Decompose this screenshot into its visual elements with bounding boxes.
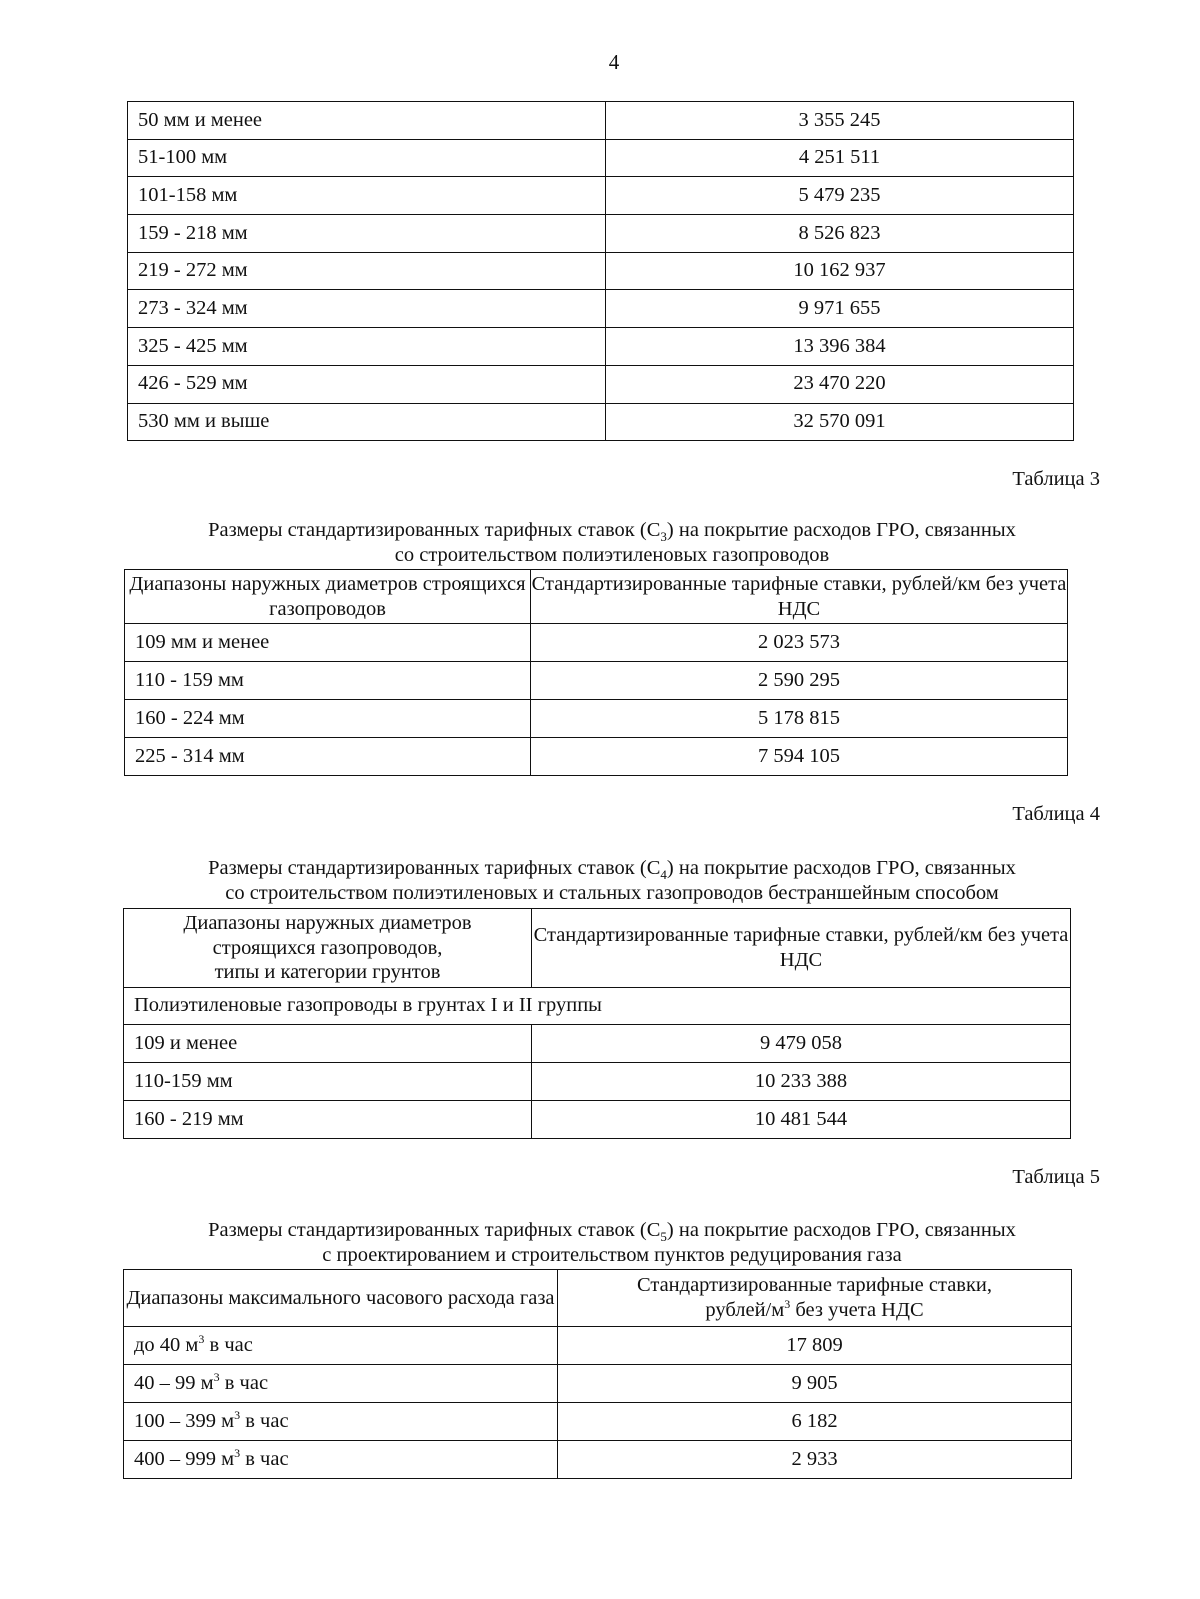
rate-cell: 10 233 388	[532, 1063, 1071, 1101]
rate-cell: 9 479 058	[532, 1025, 1071, 1063]
rate-cell: 4 251 511	[606, 139, 1074, 177]
rate-cell: 9 905	[558, 1365, 1072, 1403]
range-cell: 101-158 мм	[128, 177, 606, 215]
rate-cell: 10 481 544	[532, 1101, 1071, 1139]
rate-cell: 2 933	[558, 1441, 1072, 1479]
range-cell: 160 - 219 мм	[124, 1101, 532, 1139]
table-4-group-row: Полиэтиленовые газопроводы в грунтах I и II группы	[124, 988, 1071, 1025]
diameter-rates-table-continued	[127, 101, 1074, 441]
rate-cell: 2 023 573	[531, 624, 1068, 662]
rate-cell: 9 971 655	[606, 290, 1074, 328]
table-3-title: Размеры стандартизированных тарифных ставок $(С_3)$ на покрытие расходов ГРО, связанных со строительством полиэтиленовых газопроводов	[208, 519, 1016, 566]
range-cell: 110 - 159 мм	[125, 662, 531, 700]
rate-cell: 3 355 245	[606, 102, 1074, 140]
range-cell: 273 - 324 мм	[128, 290, 606, 328]
rate-cell: 8 526 823	[606, 215, 1074, 253]
table-row	[128, 403, 1074, 441]
table-3-header-rates: Стандартизированные тарифные ставки, рублей/км без учета НДС	[531, 570, 1068, 624]
rate-cell: 2 590 295	[531, 662, 1068, 700]
table-3-label: Таблица 3	[1012, 468, 1100, 490]
range-cell: 219 - 272 мм	[128, 252, 606, 290]
table-row	[124, 1063, 1071, 1101]
table-row	[128, 215, 1074, 253]
table-row	[125, 624, 1068, 662]
table-row	[124, 1327, 1072, 1365]
range-cell: 109 мм и менее	[125, 624, 531, 662]
page-number: 4	[608, 50, 620, 74]
range-cell: 100 – 399 $м^3$ в час	[124, 1403, 558, 1441]
table-row	[125, 700, 1068, 738]
table-row	[128, 290, 1074, 328]
table-row	[128, 328, 1074, 366]
rate-cell: 13 396 384	[606, 328, 1074, 366]
table-5-header-rates: Стандартизированные тарифные ставки, рублей/$м^3$ без учета НДС	[558, 1270, 1072, 1327]
table-4-header-ranges: Диапазоны наружных диаметров строящихся газопроводов, типы и категории грунтов	[124, 909, 532, 988]
table-5-title: Размеры стандартизированных тарифных ставок $(С_5)$ на покрытие расходов ГРО, связанных с проектированием и строительством пунктов редуцирования газа	[208, 1219, 1016, 1266]
range-cell: 325 - 425 мм	[128, 328, 606, 366]
table-row	[124, 1365, 1072, 1403]
table-row	[128, 139, 1074, 177]
range-cell: 530 мм и выше	[128, 403, 606, 441]
table-4	[123, 908, 1071, 1139]
table-row	[128, 102, 1074, 140]
range-cell: 51-100 мм	[128, 139, 606, 177]
table-row	[124, 1025, 1071, 1063]
range-cell: 160 - 224 мм	[125, 700, 531, 738]
range-cell: 110-159 мм	[124, 1063, 532, 1101]
range-cell: 400 – 999 $м^3$ в час	[124, 1441, 558, 1479]
rate-cell: 32 570 091	[606, 403, 1074, 441]
table-4-header-rates: Стандартизированные тарифные ставки, рублей/км без учета НДС	[532, 909, 1071, 988]
table-row	[125, 738, 1068, 776]
table-row	[124, 1403, 1072, 1441]
table-4-title: Размеры стандартизированных тарифных ставок $(С_4)$ на покрытие расходов ГРО, связанных со строительством полиэтиленовых и стальных газопроводов бестраншейным способом	[208, 857, 1016, 904]
table-3	[124, 569, 1068, 776]
table-row	[124, 1101, 1071, 1139]
range-cell: 50 мм и менее	[128, 102, 606, 140]
range-cell: 40 – 99 $м^3$ в час	[124, 1365, 558, 1403]
table-row	[125, 662, 1068, 700]
table-row	[128, 365, 1074, 403]
table-5-header-ranges: Диапазоны максимального часового расхода газа	[124, 1270, 558, 1327]
table-5-label: Таблица 5	[1012, 1166, 1100, 1188]
table-4-label: Таблица 4	[1012, 803, 1100, 825]
range-cell: 426 - 529 мм	[128, 365, 606, 403]
rate-cell: 10 162 937	[606, 252, 1074, 290]
rate-cell: 23 470 220	[606, 365, 1074, 403]
range-cell: до 40 $м^3$ в час	[124, 1327, 558, 1365]
table-row	[124, 1441, 1072, 1479]
rate-cell: 5 479 235	[606, 177, 1074, 215]
range-cell: 159 - 218 мм	[128, 215, 606, 253]
table-row	[128, 252, 1074, 290]
rate-cell: 17 809	[558, 1327, 1072, 1365]
table-5	[123, 1269, 1072, 1479]
table-row	[128, 177, 1074, 215]
rate-cell: 5 178 815	[531, 700, 1068, 738]
table-3-header-ranges: Диапазоны наружных диаметров строящихся газопроводов	[125, 570, 531, 624]
rate-cell: 6 182	[558, 1403, 1072, 1441]
range-cell: 109 и менее	[124, 1025, 532, 1063]
range-cell: 225 - 314 мм	[125, 738, 531, 776]
rate-cell: 7 594 105	[531, 738, 1068, 776]
